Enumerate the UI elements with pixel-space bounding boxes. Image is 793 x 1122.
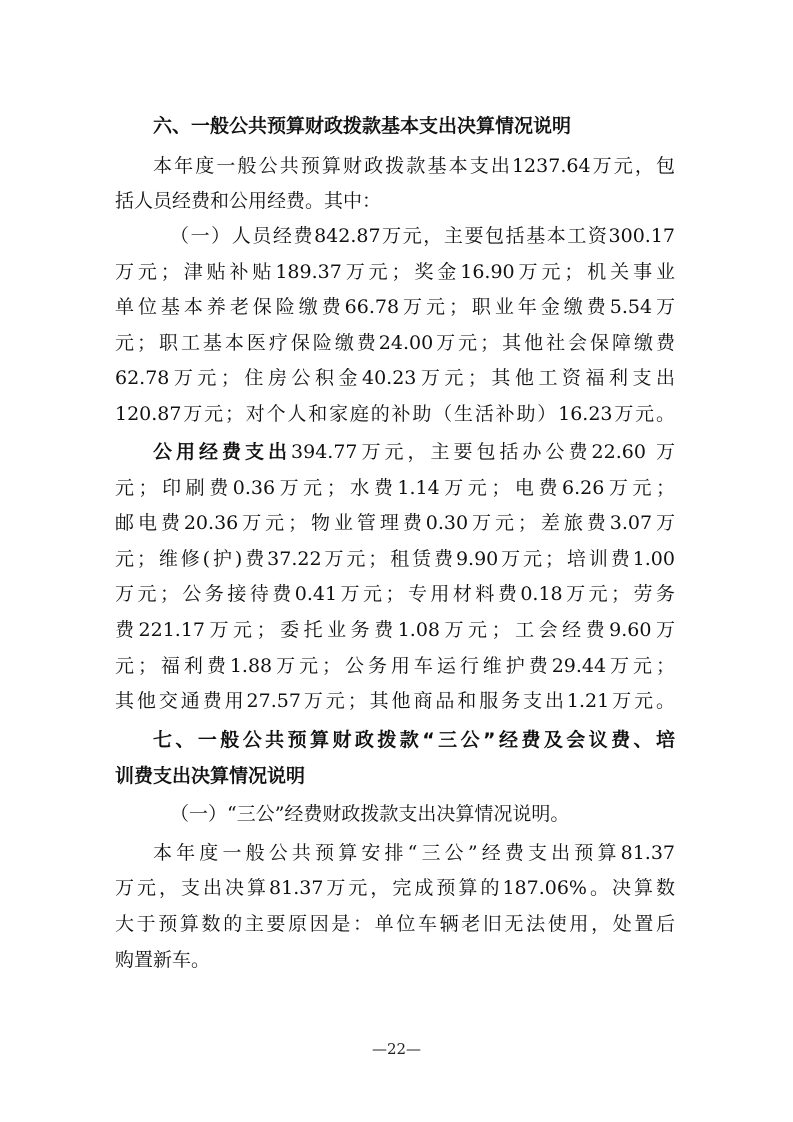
public-expense-line: 元；维修(护)费37.22万元；租赁费9.90万元；培训费1.00 — [115, 548, 675, 570]
personnel-expense-line: 元；职工基本医疗保险缴费24.00万元；其他社会保障缴费 — [115, 332, 675, 354]
section-6-intro-line: 本年度一般公共预算财政拨款基本支出1237.64万元，包 — [153, 155, 675, 177]
personnel-expense-line: 单位基本养老保险缴费66.78万元；职业年金缴费5.54万 — [115, 296, 675, 318]
public-expense-line — [153, 436, 675, 468]
public-expense-line: 其他交通费用27.57万元；其他商品和服务支出1.21万元。 — [115, 690, 675, 712]
section-7-subheading: （一）“三公”经费财政拨款支出决算情况说明。 — [170, 803, 570, 825]
public-expense-label: 公用经费支出 — [153, 441, 292, 463]
three-public-expense-line: 大于预算数的主要原因是：单位车辆老旧无法使用，处置后 — [115, 913, 675, 935]
section-6-heading: 六、一般公共预算财政拨款基本支出决算情况说明 — [153, 115, 572, 137]
page-number: —22— — [371, 1040, 422, 1058]
section-7-heading: 七、一般公共预算财政拨款“三公”经费及会议费、培 — [153, 729, 675, 751]
public-expense-line: 邮电费20.36万元；物业管理费0.30万元；差旅费3.07万 — [115, 512, 675, 534]
section-6-intro-line: 括人员经费和公用经费。其中： — [115, 190, 382, 212]
personnel-expense-line: 120.87万元；对个人和家庭的补助（生活补助）16.23万元。 — [115, 403, 675, 425]
personnel-expense-line: 万元；津贴补贴189.37万元；奖金16.90万元；机关事业 — [115, 261, 675, 283]
personnel-expense-line: 62.78万元；住房公积金40.23万元；其他工资福利支出 — [115, 367, 675, 389]
three-public-expense-line: 万元，支出决算81.37万元，完成预算的187.06%。决算数 — [115, 877, 675, 899]
public-expense-line: 元；印刷费0.36万元；水费1.14万元；电费6.26万元； — [115, 477, 675, 499]
three-public-expense-line: 购置新车。 — [115, 949, 211, 971]
public-expense-text: 394.77万元，主要包括办公费22.60 万 — [291, 441, 675, 463]
personnel-expense-line: （一）人员经费842.87万元，主要包括基本工资300.17 — [170, 225, 675, 247]
section-7-heading: 训费支出决算情况说明 — [115, 765, 306, 787]
three-public-expense-line: 本年度一般公共预算安排“三公”经费支出预算81.37 — [153, 842, 675, 864]
public-expense-line: 元；福利费1.88万元；公务用车运行维护费29.44万元； — [115, 655, 675, 677]
public-expense-line: 费221.17万元；委托业务费1.08万元；工会经费9.60万 — [115, 619, 675, 641]
public-expense-line: 万元；公务接待费0.41万元；专用材料费0.18万元；劳务 — [115, 583, 675, 605]
